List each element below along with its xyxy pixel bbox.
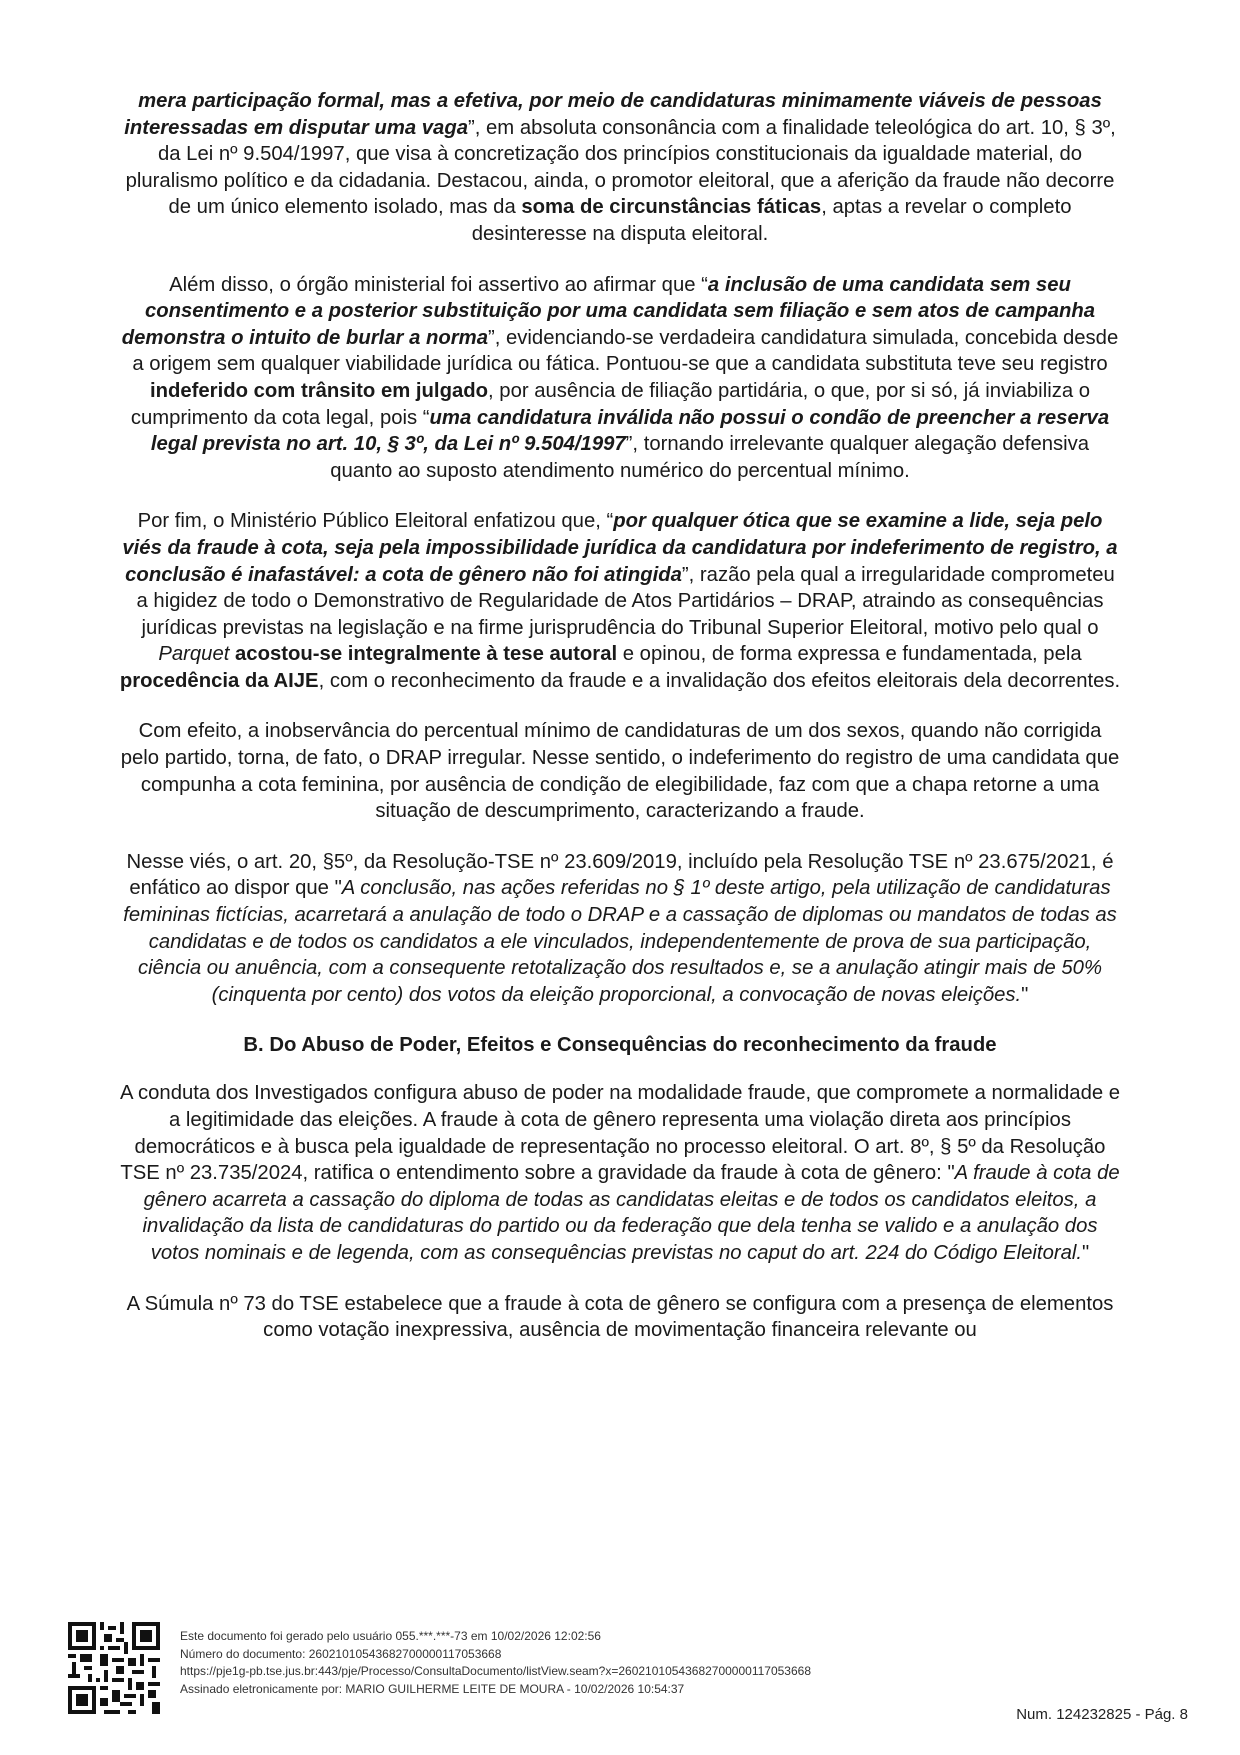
text-run: , aptas a revelar o completo desinteresse na disputa eleitoral.	[471, 196, 1072, 245]
section-heading: B. Do Abuso de Poder, Efeitos e Consequências do reconhecimento da fraude	[243, 1034, 997, 1057]
text-run: Com efeito, a inobservância do percentual mínimo de candidaturas de um dos sexos, quando não corrigida pelo partido, torna, de fato, o DRAP irregular. Nesse sentido, o indeferimento do registro de uma candidata que compunha a cota feminina, por ausência de condição de elegibilidade, faz com que a chapa retorne a uma situação de descumprimento, caracterizando a fraude.	[120, 720, 1120, 823]
text-run: mera participação formal, mas a efetiva, por meio de candidaturas minimamente viáveis de pessoas interessadas em disputar uma vaga	[124, 90, 1102, 139]
paragraph-group-2	[118, 1080, 1122, 1343]
text-run: Por fim, o Ministério Público Eleitoral enfatizou que, “	[137, 510, 614, 533]
paragraph	[118, 272, 1122, 485]
text-run: acostou-se integralmente à tese autoral	[235, 643, 618, 666]
paragraph-group-1	[118, 88, 1122, 1008]
page-number: Num. 124232825 - Pág. 8	[1016, 1706, 1188, 1723]
text-run: por qualquer ótica que se examine a lide, seja pelo viés da fraude à cota, seja pela impossibilidade jurídica da candidatura por indeferimento de registro, a conclusão é inafastável: a cota de gênero não foi atingida	[122, 510, 1118, 586]
paragraph	[118, 1080, 1122, 1266]
paragraph	[118, 718, 1122, 824]
text-run: "	[1082, 1241, 1090, 1264]
footer-link[interactable]: https://pje1g-pb.tse.jus.br:443/pje/Processo/ConsultaDocumento/listView.seam?x=26021010543682700000117053668	[180, 1664, 812, 1678]
paragraph	[118, 1291, 1122, 1344]
text-run: uma candidatura inválida não possui o condão de preencher a reserva legal prevista no art. 10, § 3º, da Lei nº 9.504/1997	[150, 406, 1110, 456]
footer-line: Assinado eletronicamente por: MARIO GUILHERME LEITE DE MOURA - 10/02/2026 10:54:37	[180, 1681, 685, 1696]
text-run: procedência da AIJE	[119, 669, 319, 692]
footer-line: Este documento foi gerado pelo usuário 055.***.***-73 em 10/02/2026 12:02:56	[180, 1629, 601, 1643]
text-run: , com o reconhecimento da fraude e a invalidação dos efeitos eleitorais dela decorrentes.	[318, 669, 1121, 692]
text-run: Nesse viés, o art. 20, §5º, da Resolução-TSE nº 23.609/2019, incluído pela Resolução TSE nº 23.675/2021, é enfático ao dispor que "	[126, 850, 1114, 900]
text-run: A conduta dos Investigados configura abuso de poder na modalidade fraude, que compromete a normalidade e a legitimidade das eleições. A fraude à cota de gênero representa uma violação direta aos princípios democráticos e à busca pela igualdade de representação no processo eleitoral. O art. 8º, § 5º da Resolução TSE nº 23.735/2024, ratifica o entendimento sobre a gravidade da fraude à cota de gênero: "	[119, 1082, 1121, 1185]
document-footer	[68, 1622, 1188, 1732]
paragraph	[118, 88, 1122, 248]
text-run: , por ausência de filiação partidária, o que, por si só, já inviabiliza o cumprimento da cota legal, pois “	[130, 379, 1091, 429]
paragraph	[118, 849, 1122, 1009]
text-run: ”, tornando irrelevante qualquer alegação defensiva quanto ao suposto atendimento numérico do percentual mínimo.	[330, 433, 1090, 482]
text-run: a inclusão de uma candidata sem seu consentimento e a posterior substituição por uma candidata sem filiação e sem atos de campanha demonstra o intuito de burlar a norma	[121, 273, 1096, 349]
text-run: Além disso, o órgão ministerial foi assertivo ao afirmar que “	[169, 273, 708, 296]
footer-metadata	[180, 1628, 811, 1698]
text-run: A conclusão, nas ações referidas no § 1º deste artigo, pela utilização de candidaturas femininas fictícias, acarretará a anulação de todo o DRAP e a cassação de diplomas ou mandatos de todas as candidatas e de todos os candidatos a ele vinculados, independentemente de prova de sua participação, ciência ou anuência, com a consequente retotalização dos resultados e, se a anulação atingir mais de 50% (cinquenta por cento) dos votos da eleição proporcional, a convocação de novas eleições.	[123, 877, 1117, 1006]
text-run: e opinou, de forma expressa e fundamentada, pela	[617, 643, 1082, 666]
text-run: ”, em absoluta consonância com a finalidade teleológica do art. 10, § 3º, da Lei nº 9.504/1997, que visa à concretização dos princípios constitucionais da igualdade material, do pluralismo político e da cidadania. Destacou, ainda, o promotor eleitoral, que a aferição da fraude não decorre de um único elemento isolado, mas da	[125, 116, 1116, 219]
text-run: ”, razão pela qual a irregularidade comprometeu a higidez de todo o Demonstrativo de Regularidade de Atos Partidários – DRAP, atraindo as consequências jurídicas previstas na legislação e na firme jurisprudência do Tribunal Superior Eleitoral, motivo pelo qual o	[136, 563, 1115, 639]
document-body	[118, 88, 1122, 1368]
text-run: A Súmula nº 73 do TSE estabelece que a fraude à cota de gênero se configura com a presença de elementos como votação inexpressiva, ausência de movimentação financeira relevante ou	[126, 1292, 1114, 1342]
text-run: ”, evidenciando-se verdadeira candidatura simulada, concebida desde a origem sem qualquer viabilidade jurídica ou fática. Pontuou-se que a candidata substituta teve seu registro	[132, 326, 1119, 376]
text-run: indeferido com trânsito em julgado	[149, 379, 489, 402]
paragraph	[118, 508, 1122, 694]
text-run: soma de circunstâncias fáticas	[521, 196, 822, 219]
text-run: A fraude à cota de gênero acarreta a cassação do diploma de todas as candidatas eleitas e de todos os candidatos eleitos, a invalidação da lista de candidaturas do partido ou da federação que dela tenha se valido e a anulação dos votos nominais e de legenda, com as consequências previstas no caput do art. 224 do Código Eleitoral.	[142, 1162, 1120, 1264]
footer-line: Número do documento: 26021010543682700000117053668	[180, 1646, 502, 1661]
text-run: Parquet	[158, 643, 230, 666]
text-run: "	[1021, 983, 1029, 1006]
qr-code-icon	[68, 1622, 160, 1714]
